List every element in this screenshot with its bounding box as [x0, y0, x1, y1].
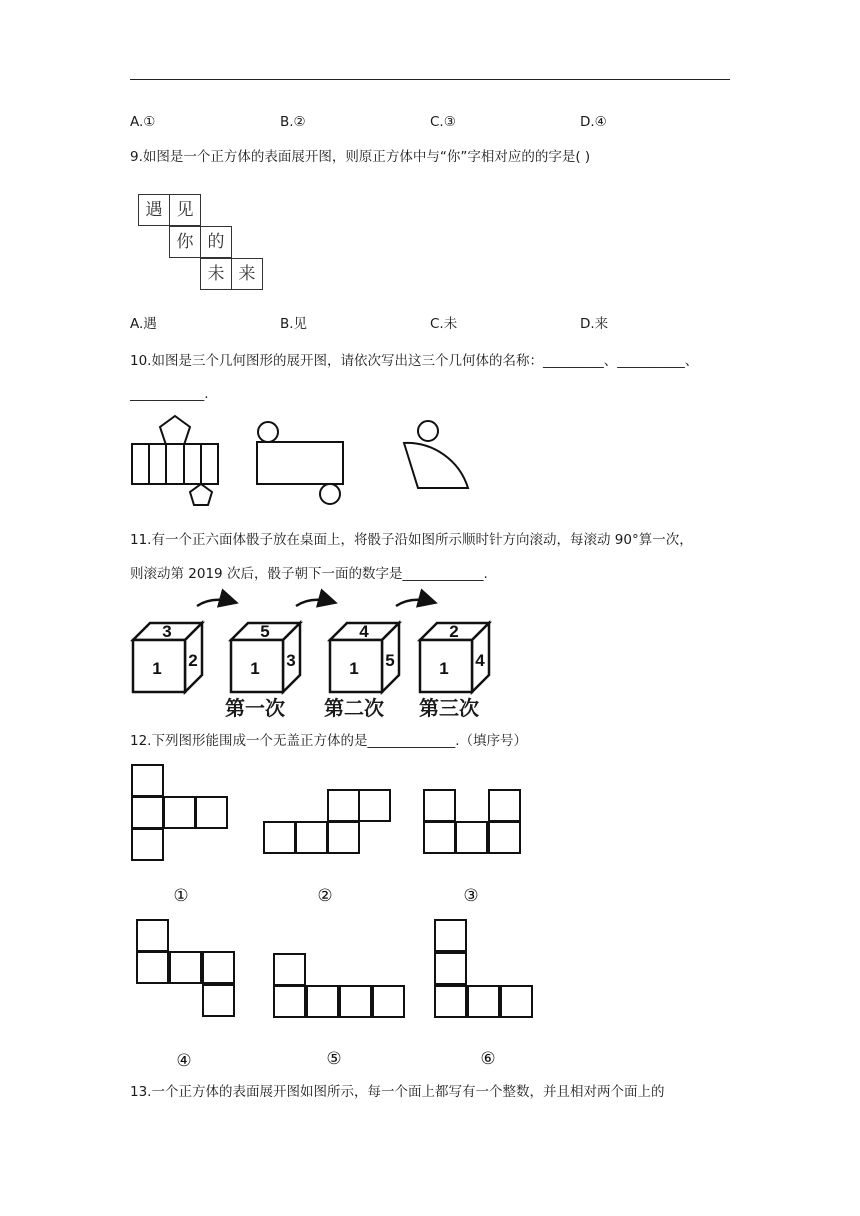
q13-question: 13.一个正方体的表面展开图如图所示，每一个面上都写有一个整数，并且相对两个面上的 — [130, 1084, 665, 1100]
dice-front-number: 1 — [152, 659, 162, 678]
q11-question-cont: 则滚动第 2019 次后，骰子朝下一面的数字是____________. — [130, 566, 488, 582]
dice-side-number: 4 — [475, 651, 485, 670]
net-square — [202, 951, 235, 984]
net-square — [273, 953, 306, 986]
q8-option-d[interactable]: D.④ — [580, 114, 607, 130]
net-square — [136, 919, 169, 952]
net-square — [202, 984, 235, 1017]
dice-cube — [420, 622, 489, 692]
net-square — [327, 789, 360, 822]
net-square — [195, 796, 228, 829]
dice-top-number: 5 — [260, 622, 270, 641]
q9-option-c[interactable]: C.未 — [430, 316, 458, 332]
q8-option-c[interactable]: C.③ — [430, 114, 456, 130]
dice-front-number: 1 — [349, 659, 359, 678]
net-square — [131, 764, 164, 797]
net-square — [423, 789, 456, 822]
net-label-3: ③ — [463, 886, 479, 906]
dice-side-number: 2 — [188, 651, 198, 670]
net-square — [169, 951, 202, 984]
net-square — [434, 952, 467, 985]
dice-label-3: 第三次 — [419, 696, 479, 720]
dice-top-number: 2 — [449, 622, 459, 641]
dice-top-number: 4 — [359, 622, 369, 641]
net-square — [273, 985, 306, 1018]
net-cell: 遇 — [138, 194, 170, 226]
net-square — [488, 789, 521, 822]
dice-label-2: 第二次 — [324, 696, 384, 720]
dice-side-number: 3 — [286, 651, 296, 670]
dice-cube — [133, 622, 202, 692]
net-cell: 来 — [231, 258, 263, 290]
net-square — [358, 789, 391, 822]
net-square — [434, 919, 467, 952]
net-label-6: ⑥ — [480, 1049, 496, 1069]
net-square — [131, 796, 164, 829]
net-square — [488, 821, 521, 854]
q8-option-a[interactable]: A.① — [130, 114, 156, 130]
net-square — [423, 821, 456, 854]
q11-question: 11.有一个正六面体骰子放在桌面上，将骰子沿如图所示顺时针方向滚动，每滚动 90°算一次， — [130, 532, 693, 548]
net-square — [163, 796, 196, 829]
net-cell: 的 — [200, 226, 232, 258]
arrow-icon — [396, 600, 433, 606]
q9-option-a[interactable]: A.遇 — [130, 316, 157, 332]
net-square — [372, 985, 405, 1018]
net-square — [327, 821, 360, 854]
q9-option-d[interactable]: D.来 — [580, 316, 609, 332]
net-square — [467, 985, 500, 1018]
q10-question: 10.如图是三个几何图形的展开图，请依次写出这三个几何体的名称：_________、__________、 — [130, 353, 699, 369]
dice-front-number: 1 — [250, 659, 260, 678]
dice-front-number: 1 — [439, 659, 449, 678]
q12-question: 12.下列图形能围成一个无盖正方体的是_____________.（填序号） — [130, 733, 528, 749]
net-label-2: ② — [317, 886, 333, 906]
net-square — [434, 985, 467, 1018]
dice-top-number: 3 — [162, 622, 172, 641]
net-cell: 见 — [169, 194, 201, 226]
net-label-1: ① — [173, 886, 189, 906]
dice-side-number: 5 — [385, 651, 395, 670]
net-square — [306, 985, 339, 1018]
q9-question: 9.如图是一个正方体的表面展开图，则原正方体中与“你”字相对应的的字是( ) — [130, 149, 591, 165]
net-label-4: ④ — [176, 1051, 192, 1071]
arrow-icon — [197, 600, 234, 606]
net-square — [263, 821, 296, 854]
net-label-5: ⑤ — [326, 1049, 342, 1069]
net-square — [295, 821, 328, 854]
net-square — [455, 821, 488, 854]
net-square — [500, 985, 533, 1018]
arrow-icon — [296, 600, 333, 606]
net-square — [136, 951, 169, 984]
q10-question-cont: ___________. — [130, 386, 209, 402]
q9-option-b[interactable]: B.见 — [280, 316, 308, 332]
dice-label-1: 第一次 — [225, 696, 285, 720]
net-square — [131, 828, 164, 861]
q8-option-b[interactable]: B.② — [280, 114, 306, 130]
net-cell: 未 — [200, 258, 232, 290]
net-cell: 你 — [169, 226, 201, 258]
dice-cube — [231, 622, 300, 692]
net-square — [339, 985, 372, 1018]
dice-cube — [330, 622, 399, 692]
